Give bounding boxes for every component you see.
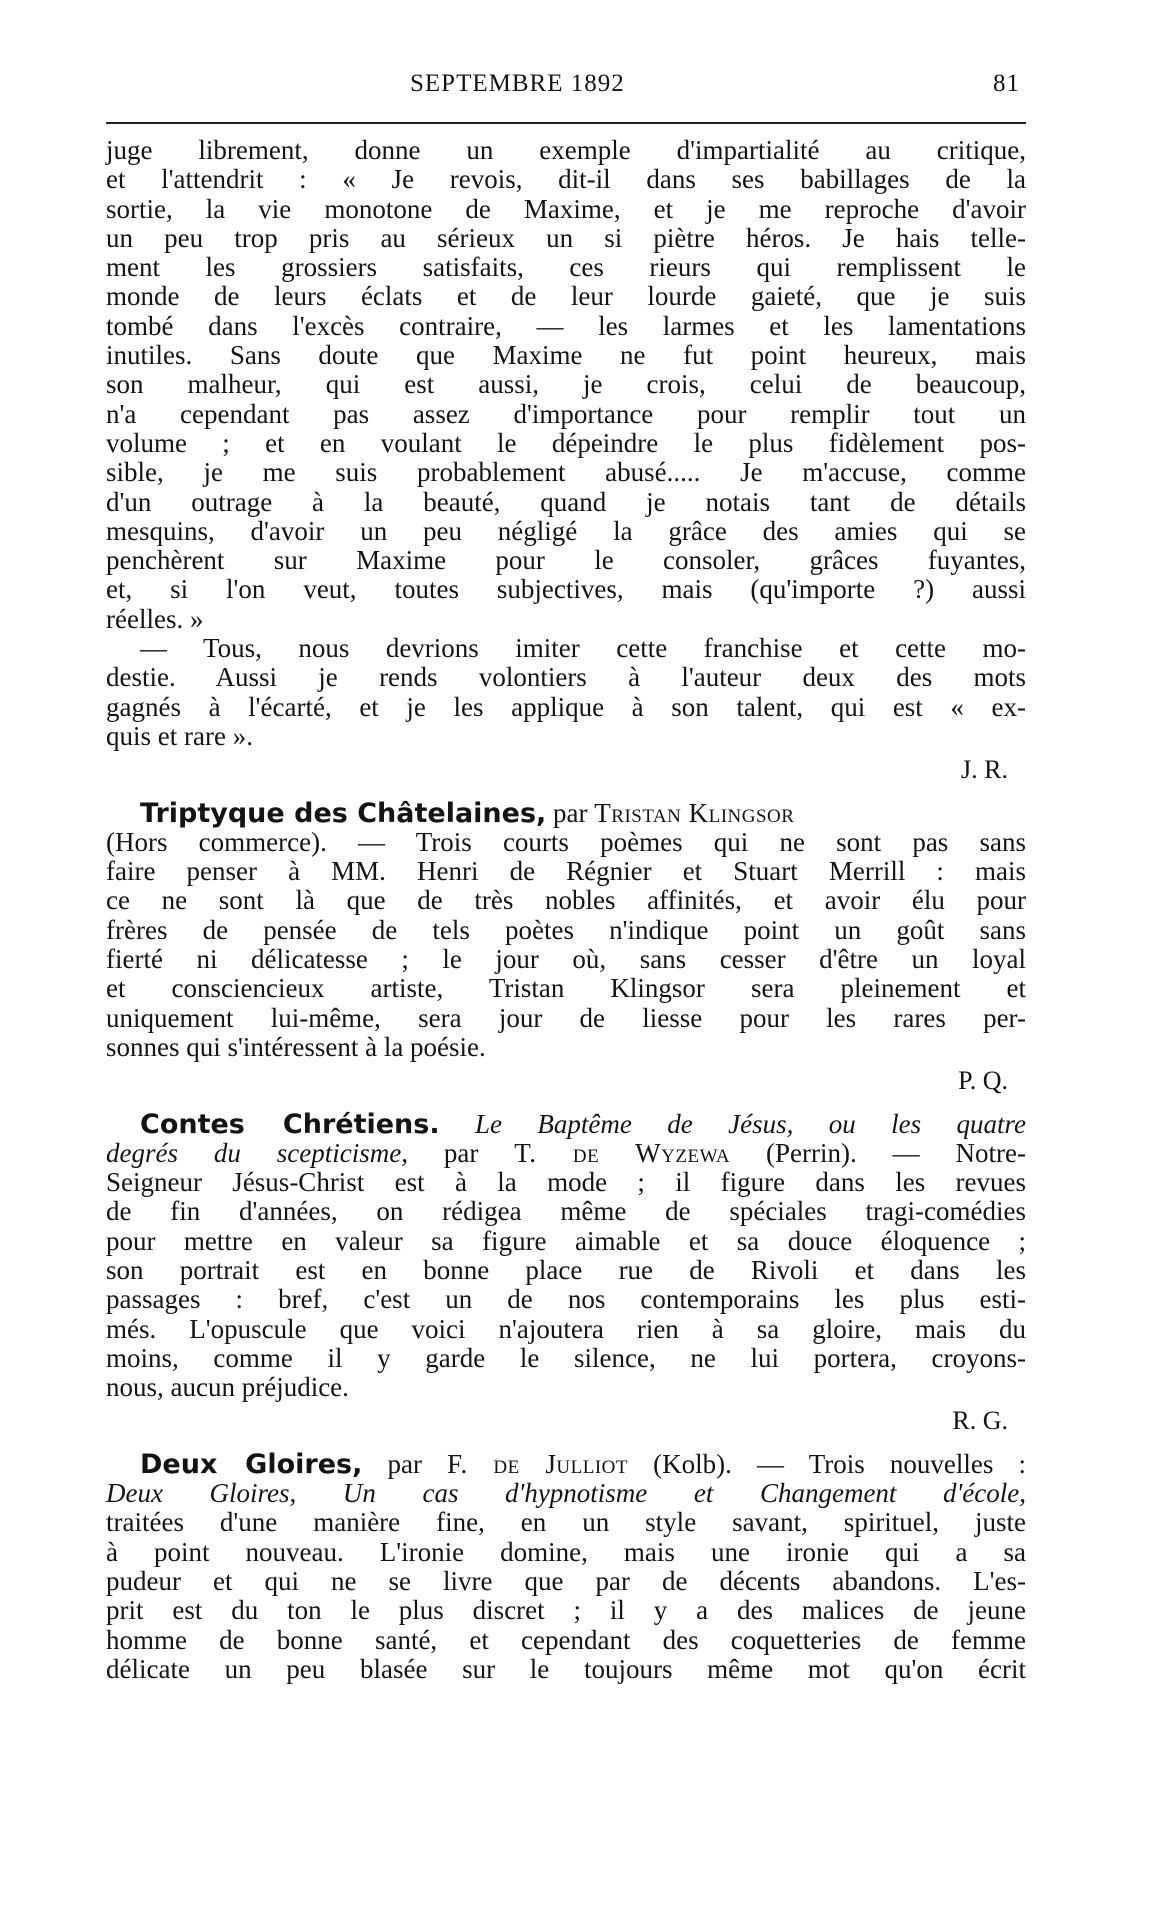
text-line: délicate un peu blasée sur le toujours même mot qu'on écrit bbox=[106, 1653, 1026, 1684]
review-title: Triptyque des Châtelaines, bbox=[140, 797, 547, 829]
text-line: un peu trop pris au sérieux un si piètre héros. Je hais telle- bbox=[106, 222, 1026, 253]
by-label: par bbox=[553, 797, 588, 828]
running-head bbox=[106, 70, 1026, 110]
text-line: pour mettre en valeur sa figure aimable et sa douce éloquence ; bbox=[106, 1225, 1026, 1256]
review-contes-chretiens bbox=[106, 1110, 1026, 1436]
text-line: més. L'opuscule que voici n'ajoutera rien à sa gloire, mais du bbox=[106, 1313, 1026, 1344]
text-line: sortie, la vie monotone de Maxime, et je me reproche d'avoir bbox=[106, 193, 1026, 224]
text-line: homme de bonne santé, et cependant des coquetteries de femme bbox=[106, 1624, 1026, 1655]
text-line: penchèrent sur Maxime pour le consoler, grâces fuyantes, bbox=[106, 545, 1026, 576]
publisher: (Kolb). — Trois nouvelles : bbox=[653, 1448, 1027, 1479]
text-line: ment les grossiers satisfaits, ces rieurs qui remplissent le bbox=[106, 252, 1026, 283]
review-works-line: Deux Gloires, Un cas d'hypnotisme et Changement d'école, bbox=[106, 1478, 1026, 1509]
review-heading-line bbox=[106, 799, 1026, 828]
running-title: SEPTEMBRE 1892 bbox=[410, 70, 625, 97]
review-heading-line bbox=[106, 1450, 1026, 1479]
text-line: de fin d'années, on rédigea même de spéciales tragi-comédies bbox=[106, 1196, 1026, 1227]
text-line: fierté ni délicatesse ; le jour où, sans cesser d'être un loyal bbox=[106, 944, 1026, 975]
text-line: (Hors commerce). — Trois courts poèmes qui ne sont pas sans bbox=[106, 826, 1026, 857]
text-line: mesquins, d'avoir un peu négligé la grâce des amies qui se bbox=[106, 515, 1026, 546]
text-line: passages : bref, c'est un de nos contemporains les plus esti- bbox=[106, 1284, 1026, 1315]
text-line: frères de pensée de tels poètes n'indique point un goût sans bbox=[106, 914, 1026, 945]
text-line: son portrait est en bonne place rue de Rivoli et dans les bbox=[106, 1254, 1026, 1285]
text-line: à point nouveau. L'ironie domine, mais une ironie qui a sa bbox=[106, 1536, 1026, 1567]
reviewer-signature: J. R. bbox=[961, 755, 1008, 785]
text-line: pudeur et qui ne se livre que par de décents abandons. L'es- bbox=[106, 1565, 1026, 1596]
text-line: monde de leurs éclats et de leur lourde gaieté, que je suis bbox=[106, 281, 1026, 312]
review-work-title: degrés du scepticisme, bbox=[106, 1137, 408, 1168]
text-line: traitées d'une manière fine, en un style savant, spirituel, juste bbox=[106, 1507, 1026, 1538]
text-line: sible, je me suis probablement abusé..... Je m'accuse, comme bbox=[106, 457, 1026, 488]
text-line: ce ne sont là que de très nobles affinités, et avoir élu pour bbox=[106, 885, 1026, 916]
header-rule bbox=[106, 122, 1026, 124]
text-line: et, si l'on veut, toutes subjectives, mais (qu'importe ?) aussi bbox=[106, 574, 1026, 605]
text-line: juge librement, donne un exemple d'impartialité au critique, bbox=[106, 135, 1026, 165]
text-line: tombé dans l'excès contraire, — les larmes et les lamentations bbox=[106, 310, 1026, 341]
review-heading-line bbox=[106, 1139, 1026, 1168]
review-continuation bbox=[106, 136, 1026, 785]
text-line: uniquement lui-même, sera jour de liesse pour les rares per- bbox=[106, 1002, 1026, 1033]
reviewer-signature: R. G. bbox=[952, 1406, 1008, 1436]
text-line: volume ; et en voulant le dépeindre le plus fidèlement pos- bbox=[106, 427, 1026, 458]
review-title: Deux Gloires, bbox=[140, 1448, 363, 1480]
by-label: par bbox=[387, 1448, 422, 1479]
reviewer-signature: P. Q. bbox=[958, 1066, 1008, 1096]
page-number: 81 bbox=[993, 70, 1020, 97]
by-label: par bbox=[443, 1137, 479, 1168]
text-line: quis et rare ». bbox=[106, 720, 253, 751]
text-line: nous, aucun préjudice. bbox=[106, 1372, 349, 1403]
review-heading-line bbox=[106, 1110, 1026, 1139]
text-line: d'un outrage à la beauté, quand je notais tant de détails bbox=[106, 486, 1026, 517]
review-author: T. de Wyzewa bbox=[514, 1137, 731, 1168]
text-line: gagnés à l'écarté, et je les applique à son talent, qui est « ex- bbox=[106, 691, 1026, 722]
book-page bbox=[106, 70, 1026, 1684]
text-line: Seigneur Jésus-Christ est à la mode ; il figure dans les revues bbox=[106, 1167, 1026, 1198]
text-line: sonnes qui s'intéressent à la poésie. bbox=[106, 1031, 486, 1062]
text-line: n'a cependant pas assez d'importance pour remplir tout un bbox=[106, 398, 1026, 429]
text-line: et l'attendrit : « Je revois, dit-il dans ses babillages de la bbox=[106, 164, 1026, 195]
text-line: faire penser à MM. Henri de Régnier et Stuart Merrill : mais bbox=[106, 856, 1026, 887]
text-line: réelles. » bbox=[106, 603, 204, 634]
text-line: son malheur, qui est aussi, je crois, celui de beaucoup, bbox=[106, 369, 1026, 400]
publisher: (Perrin). — Notre- bbox=[766, 1137, 1027, 1168]
review-deux-gloires bbox=[106, 1450, 1026, 1684]
body-text bbox=[106, 136, 1026, 1684]
review-author: Tristan Klingsor bbox=[594, 797, 795, 828]
review-work-title: Le Baptême de Jésus, ou les quatre bbox=[475, 1108, 1026, 1139]
review-author: F. de Julliot bbox=[447, 1448, 628, 1479]
text-line: prit est du ton le plus discret ; il y a des malices de jeune bbox=[106, 1595, 1026, 1626]
text-line: destie. Aussi je rends volontiers à l'auteur deux des mots bbox=[106, 662, 1026, 693]
text-line: et consciencieux artiste, Tristan Klingsor sera pleinement et bbox=[106, 973, 1026, 1004]
text-line: inutiles. Sans doute que Maxime ne fut point heureux, mais bbox=[106, 340, 1026, 371]
text-line: — Tous, nous devrions imiter cette franchise et cette mo- bbox=[140, 633, 1026, 664]
review-title: Contes Chrétiens. bbox=[140, 1108, 440, 1140]
text-line: moins, comme il y garde le silence, ne lui portera, croyons- bbox=[106, 1342, 1026, 1373]
review-triptyque bbox=[106, 799, 1026, 1096]
